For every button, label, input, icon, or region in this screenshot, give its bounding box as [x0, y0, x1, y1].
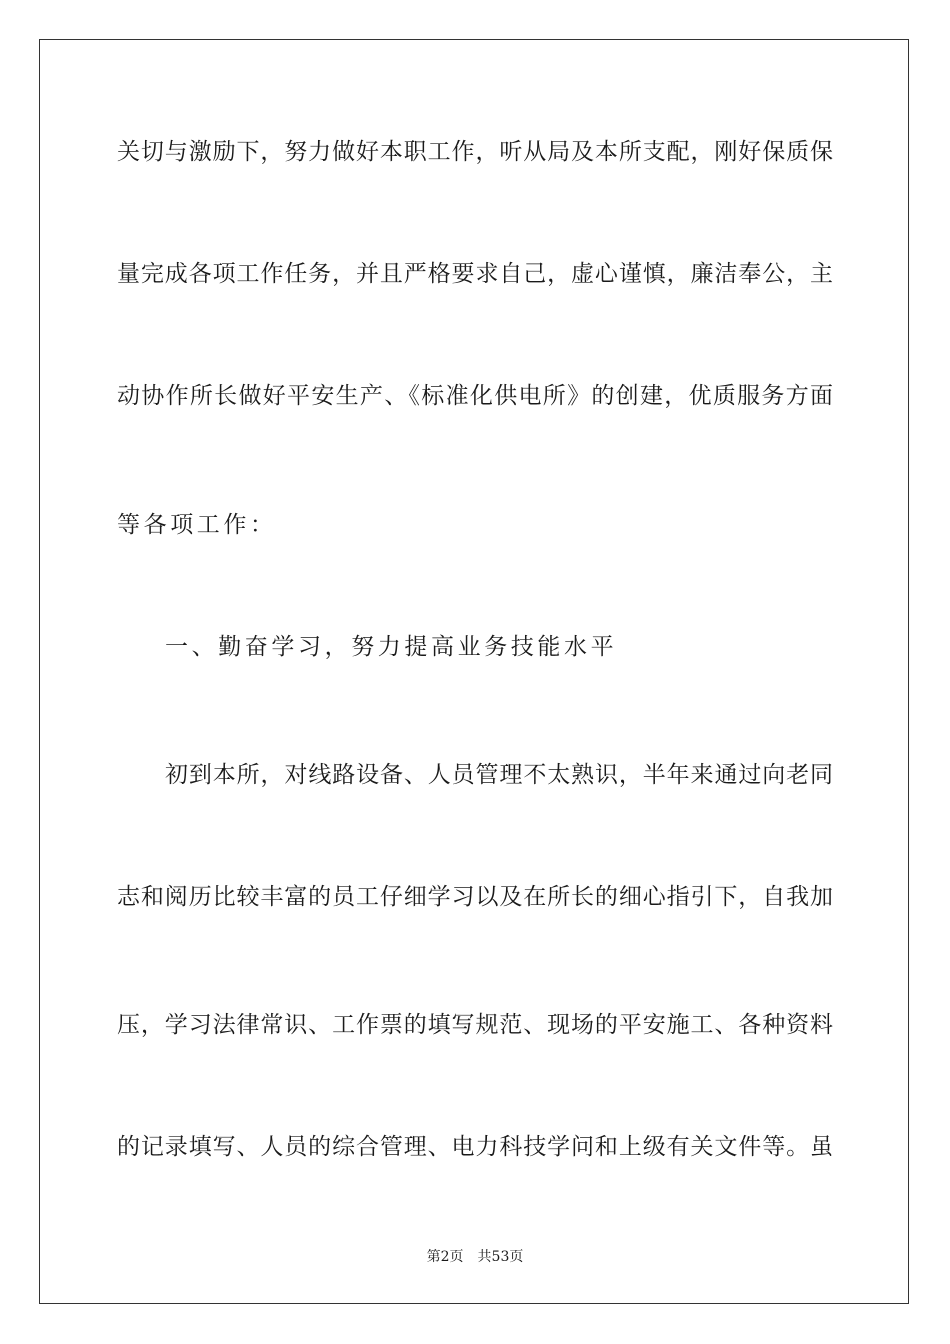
body-line-8: 压，学习法律常识、工作票的填写规范、现场的平安施工、各种资料 [117, 1012, 833, 1038]
body-line-1: 关切与激励下，努力做好本职工作，听从局及本所支配，刚好保质保 [117, 139, 833, 165]
body-line-6: 初到本所，对线路设备、人员管理不太熟识，半年来通过向老同 [165, 762, 833, 788]
body-line-9: 的记录填写、人员的综合管理、电力科技学问和上级有关文件等。虽 [117, 1134, 833, 1160]
page-border [39, 39, 909, 1304]
section-heading: 一、勤奋学习，努力提高业务技能水平 [165, 634, 618, 660]
page-footer [0, 1248, 950, 1266]
page-number: 第2页 [426, 1249, 464, 1265]
body-line-3: 动协作所长做好平安生产、《标准化供电所》的创建，优质服务方面 [117, 383, 833, 409]
body-line-4: 等各项工作： [117, 512, 277, 538]
body-line-7: 志和阅历比较丰富的员工仔细学习以及在所长的细心指引下，自我加 [117, 884, 833, 910]
page-total: 共53页 [477, 1249, 524, 1265]
body-line-2: 量完成各项工作任务，并且严格要求自己，虚心谨慎，廉洁奉公，主 [117, 261, 833, 287]
